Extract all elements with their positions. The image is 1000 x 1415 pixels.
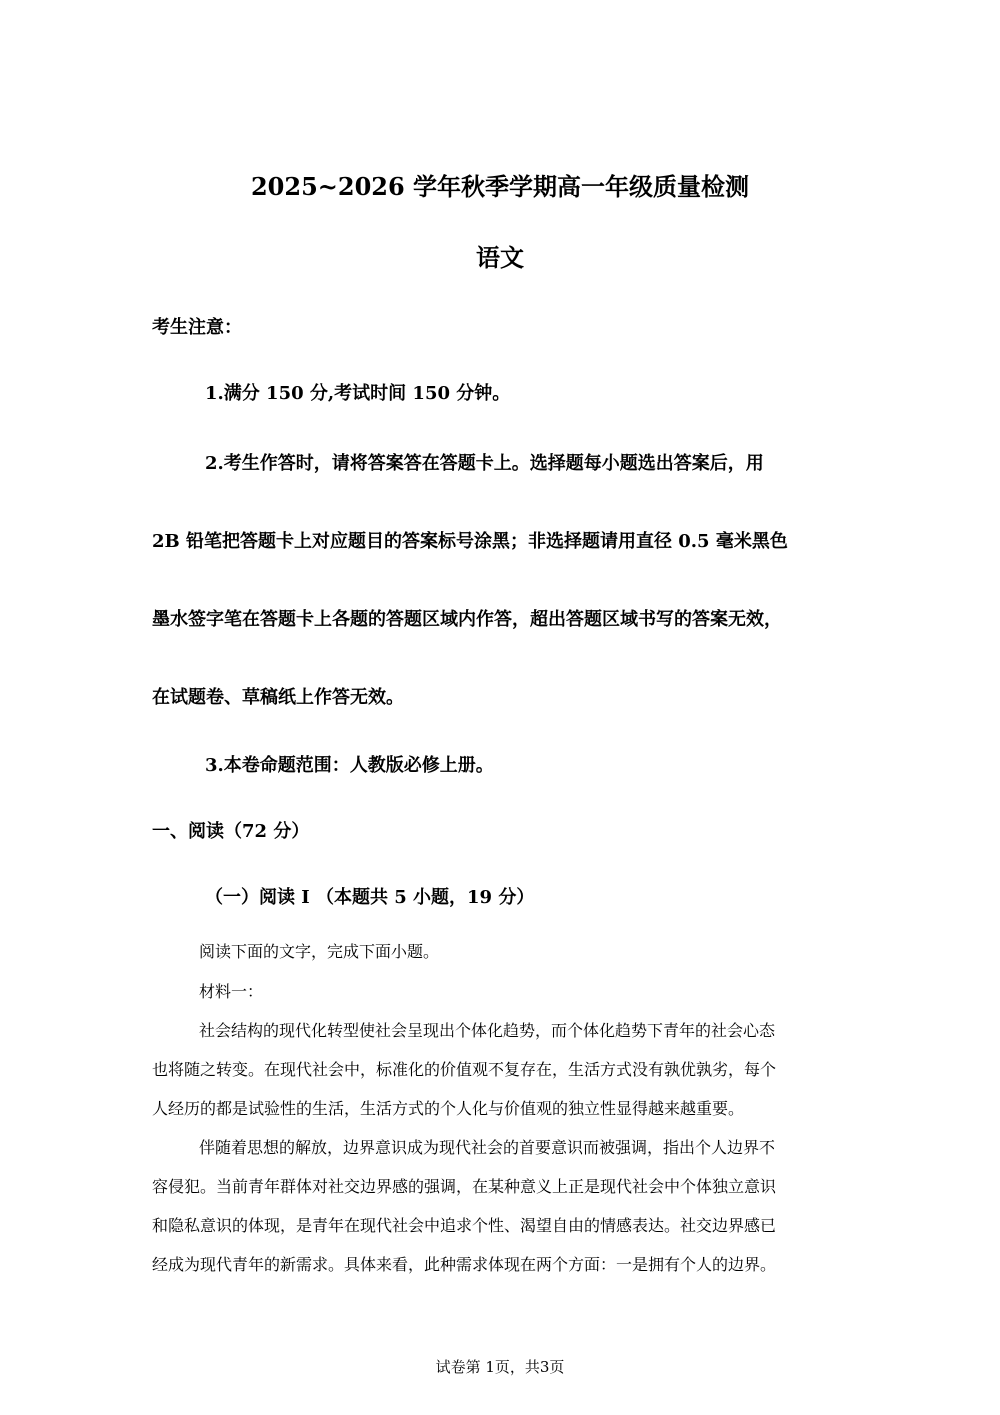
notice-heading: 考生注意： [152, 317, 242, 338]
paragraph-1-line-1: 社会结构的现代化转型使社会呈现出个体化趋势，而个体化趋势下青年的社会心态 [199, 1021, 776, 1040]
paragraph-2-line-1: 伴随着思想的解放，边界意识成为现代社会的首要意识而被强调，指出个人边界不 [199, 1138, 776, 1157]
subject-title: 语文 [476, 243, 524, 272]
notice-item-2-line-4: 在试题卷、草稿纸上作答无效。 [152, 687, 404, 708]
paragraph-1-line-3: 人经历的都是试验性的生活，生活方式的个人化与价值观的独立性显得越来越重要。 [152, 1099, 745, 1118]
paragraph-2-line-3: 和隐私意识的体现，是青年在现代社会中追求个性、渴望自由的情感表达。社交边界感已 [152, 1216, 777, 1235]
instruction-text: 阅读下面的文字，完成下面小题。 [199, 942, 440, 961]
subsection-heading: （一）阅读 I （本题共 5 小题，19 分） [205, 887, 535, 908]
page-footer: 试卷第 1页，共3页 [435, 1358, 565, 1376]
paragraph-2-line-4: 经成为现代青年的新需求。具体来看，此种需求体现在两个方面：一是拥有个人的边界。 [152, 1255, 777, 1274]
notice-item-2-line-1: 2.考生作答时，请将答案答在答题卡上。选择题每小题选出答案后，用 [205, 453, 764, 474]
notice-item-2-line-3: 墨水签字笔在答题卡上各题的答题区域内作答，超出答题区域书写的答案无效， [152, 609, 782, 630]
exam-title: 2025~2026 学年秋季学期高一年级质量检测 [250, 172, 750, 201]
material-label: 材料一： [199, 982, 264, 1001]
notice-item-1: 1.满分 150 分,考试时间 150 分钟。 [205, 383, 511, 404]
paragraph-1-line-2: 也将随之转变。在现代社会中，标准化的价值观不复存在，生活方式没有孰优孰劣，每个 [152, 1060, 777, 1079]
section-heading: 一、阅读（72 分） [152, 821, 310, 842]
paragraph-2-line-2: 容侵犯。当前青年群体对社交边界感的强调，在某种意义上正是现代社会中个体独立意识 [152, 1177, 777, 1196]
notice-item-2-line-2: 2B 铅笔把答题卡上对应题目的答案标号涂黑；非选择题请用直径 0.5 毫米黑色 [152, 531, 788, 552]
notice-item-3: 3.本卷命题范围：人教版必修上册。 [205, 755, 494, 776]
